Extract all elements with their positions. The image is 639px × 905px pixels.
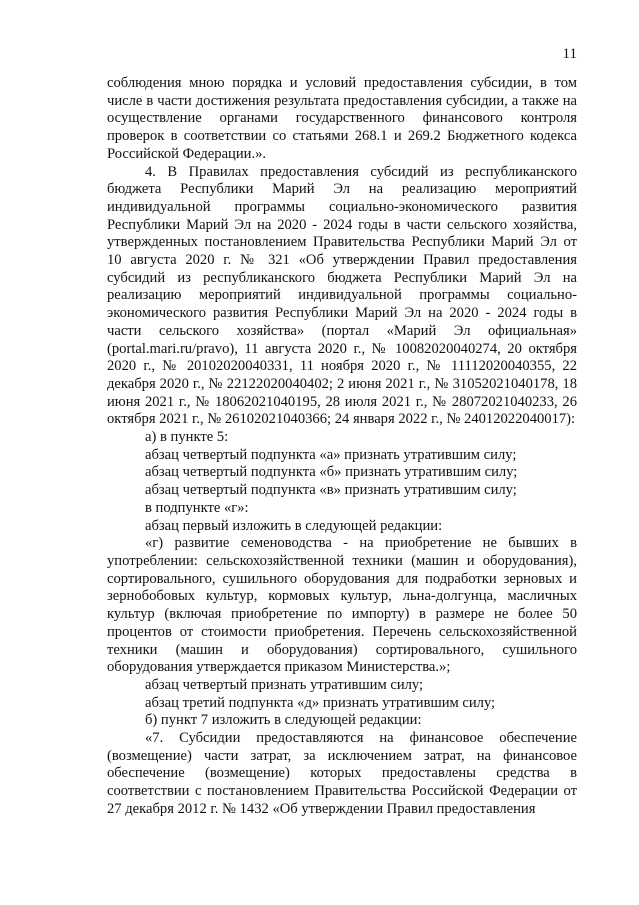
paragraph-g-first: абзац первый изложить в следующей редакции: bbox=[145, 517, 443, 534]
document-body bbox=[107, 75, 577, 819]
paragraph-item-4: 4. В Правилах предоставления субсидий из республиканского бюджета Республики Марий Эл на реализацию мероприятий индивидуальной программы социально-экономического развития Республики Марий Эл на 2020 - 2024 годы в части сельского хозяйства, утвержденных постановлением Правительства Республики Марий Эл от 10 августа 2020 г. № 321 «Об утверждении Правил предоставления субсидий из республиканского бюджета Республики Марий Эл на реализацию мероприятий индивидуальной программы социально-экономического развития Республики Марий Эл на 2020 - 2024 годы в части сельского хозяйства» (портал «Марий Эл официальная» (portal.mari.ru/pravo), 11 августа 2020 г., № 10082020040274, 20 октября 2020 г., № 20102020040331, 11 ноября 2020 г., № 11112020040355, 22 декабря 2020 г., № 22122020040402; 2 июня 2021 г., № 31052021040178, 18 июня 2021 г., № 18062021040195, 28 июля 2021 г., № 28072021040233, 26 октября 2021 г., № 26102021040366; 24 января 2022 г., № 24012022040017): bbox=[107, 163, 577, 428]
paragraph-item-7: «7. Субсидии предоставляются на финансовое обеспечение (возмещение) части затрат, за исключением затрат, на финансовое обеспечение (возмещение) которых предоставлены средства в соответствии с постановлением Правительства Российской Федерации от 27 декабря 2012 г. № 1432 «Об утверждении Правил предоставления bbox=[107, 730, 577, 817]
paragraph-a-line-1: абзац четвертый подпункта «а» признать утратившим силу; bbox=[145, 446, 517, 463]
paragraph-a-line-3: абзац четвертый подпункта «в» признать утратившим силу; bbox=[145, 482, 517, 499]
paragraph-g-fourth: абзац четвертый признать утратившим силу; bbox=[145, 676, 424, 693]
paragraph-subitem-a: а) в пункте 5: bbox=[145, 429, 229, 446]
page-number: 11 bbox=[562, 46, 577, 62]
paragraph-subitem-g: в подпункте «г»: bbox=[145, 499, 249, 516]
paragraph-d-third: абзац третий подпункта «д» признать утратившим силу; bbox=[145, 694, 496, 711]
paragraph-subitem-b: б) пункт 7 изложить в следующей редакции: bbox=[145, 712, 422, 729]
paragraph-continuation: соблюдения мною порядка и условий предоставления субсидии, в том числе в части достижения результата предоставления субсидии, а также на осуществление органами государственного финансового контроля проверок в соответствии со статьями 268.1 и 269.2 Бюджетного кодекса Российской Федерации.». bbox=[107, 75, 577, 162]
paragraph-g-new-text: «г) развитие семеноводства - на приобретение не бывших в употреблении: сельскохозяйственной техники (машин и оборудования), сортировального, сушильного оборудования для подработки зерновых и зернобобовых культур, кормовых культур, льна-долгунца, масличных культур (включая приобретение по импорту) в размере не более 50 процентов от стоимости приобретения. Перечень сельскохозяйственной техники (машин и оборудования) сортировального, сушильного оборудования утверждается приказом Министерства.»; bbox=[107, 535, 577, 676]
paragraph-a-line-2: абзац четвертый подпункта «б» признать утратившим силу; bbox=[145, 464, 518, 481]
